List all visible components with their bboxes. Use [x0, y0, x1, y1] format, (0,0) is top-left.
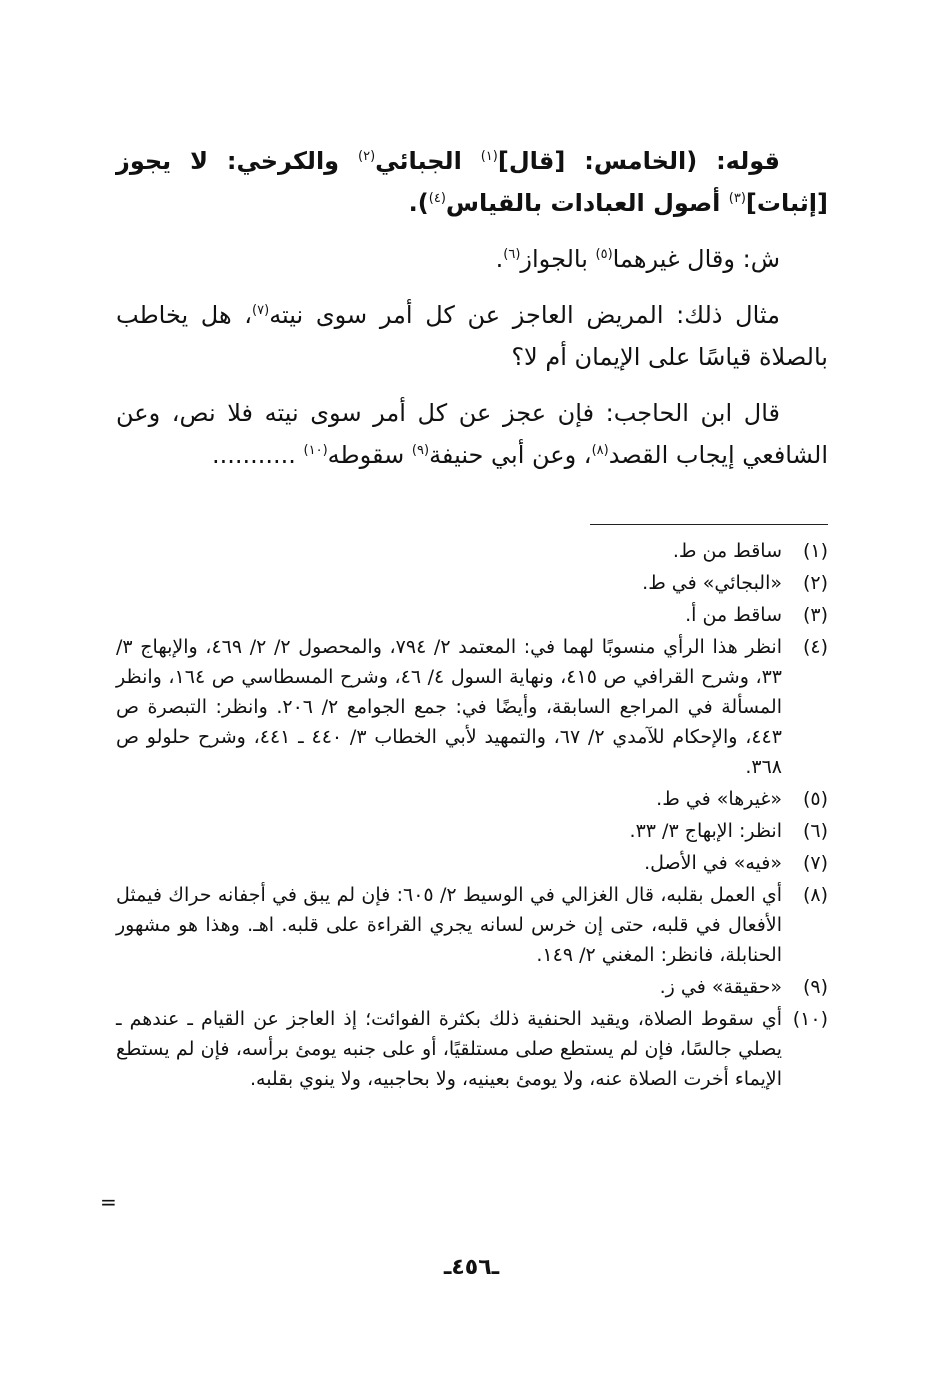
paragraph-ibn-hajib	[116, 392, 828, 476]
footnote-item	[116, 632, 828, 782]
footnote-number: (١)	[802, 540, 828, 562]
footnote-number: (٨)	[802, 884, 828, 906]
footnote-text: انظر هذا الرأي منسوبًا لهما في: المعتمد ٢/ ٧٩٤، والمحصول ٢/ ٢/ ٤٦٩، والإبهاج ٣/ ٣٣، وشرح القرافي ص ٤١٥، ونهاية السول ٤/ ٤٦، وشرح المسطاسي ص ١٦٤، وانظر المسألة في المراجع السابقة، وأيضًا في: جمع الجوامع ٢/ ٢٠٦. وانظر: التبصرة ص ٤٤٣، والإحكام للآمدي ٢/ ٦٧، والتمهيد لأبي الخطاب ٣/ ٤٤٠ ـ ٤٤١، وشرح حلولو ص ٣٦٨.	[116, 636, 783, 778]
footnote-ref-9[interactable]: (٩)	[411, 443, 430, 458]
paragraph-quote	[116, 140, 828, 224]
footnote-text: «البجائي» في ط.	[642, 572, 782, 594]
paragraph-commentary	[116, 238, 828, 280]
footnote-number: (٧)	[802, 852, 828, 874]
footnote-text: «غيرها» في ط.	[656, 788, 782, 810]
footnote-ref-10[interactable]: (١٠)	[303, 443, 328, 458]
footnote-ref-2[interactable]: (٢)	[358, 149, 376, 164]
quote-text-2: الجبائي	[375, 147, 481, 175]
quote-text-3: والكرخي: لا يجوز [إثبات]	[116, 147, 828, 217]
footnote-text: أي سقوط الصلاة، ويقيد الحنفية ذلك بكثرة الفوائت؛ إذ العاجز عن القيام ـ عندهم ـ يصلي جالسًا، فإن لم يستطع صلى مستلقيًا، أو على جنبه يومئ برأسه، فإن لم يستطع الإيماء أخرت الصلاة عنه، ولا يومئ بعينيه، ولا بحاجبيه، ولا ينوي بقلبه.	[116, 1008, 782, 1090]
example-text-1: مثال ذلك: المريض العاجز عن كل أمر سوى نيته	[269, 301, 780, 329]
example-text-2: ، هل يخاطب بالصلاة قياسًا على الإيمان أم لا؟	[116, 301, 828, 371]
footnote-separator	[590, 524, 828, 525]
ibn-hajib-text-2: ، وعن أبي حنيفة	[429, 441, 592, 469]
footnote-ref-8[interactable]: (٨)	[591, 443, 609, 458]
commentary-text-3: .	[495, 245, 504, 273]
footnote-number: (٥)	[802, 788, 828, 810]
footnote-item	[116, 536, 828, 566]
footnote-item	[116, 1004, 828, 1094]
continuation-mark: =	[100, 1190, 117, 1214]
footnote-ref-4[interactable]: (٤)	[428, 191, 446, 206]
footnote-item	[116, 784, 828, 814]
quote-text-5: ).	[408, 189, 429, 217]
footnote-number: (١٠)	[792, 1008, 828, 1030]
footnote-item	[116, 848, 828, 878]
footnote-number: (٩)	[802, 976, 828, 998]
paragraph-example	[116, 294, 828, 378]
commentary-text-1: ش: وقال غيرهما	[612, 245, 780, 273]
footnote-item	[116, 600, 828, 630]
quote-text-4: أصول العبادات بالقياس	[445, 189, 729, 217]
main-text	[116, 140, 828, 490]
footnote-ref-6[interactable]: (٦)	[503, 247, 521, 262]
footnote-number: (٤)	[802, 636, 828, 658]
footnote-number: (٣)	[802, 604, 828, 626]
footnote-item	[116, 568, 828, 598]
footnote-item	[116, 816, 828, 846]
ibn-hajib-text-3: سقوطه	[327, 441, 412, 469]
page-number: ـ٤٥٦ـ	[443, 1255, 500, 1280]
footnote-text: «حقيقة» في ز.	[659, 976, 782, 998]
commentary-text-2: بالجواز	[520, 245, 596, 273]
footnote-number: (٢)	[802, 572, 828, 594]
quote-text-1: قوله: (الخامس: [قال]	[497, 147, 781, 175]
footnote-ref-3[interactable]: (٣)	[728, 191, 746, 206]
footnote-text: انظر: الإبهاج ٣/ ٣٣.	[629, 820, 782, 842]
footnote-text: ساقط من أ.	[685, 604, 782, 626]
footnote-number: (٦)	[802, 820, 828, 842]
footnote-text: ساقط من ط.	[672, 540, 782, 562]
footnote-text: أي العمل بقلبه، قال الغزالي في الوسيط ٢/ ٦٠٥: فإن لم يبق في أجفانه حراك فيمثل الأفعال في قلبه، حتى إن خرس لسانه يجري القراءة على قلبه. اهـ. وهذا هو مشهور الحنابلة، فانظر: المغني ٢/ ١٤٩.	[116, 884, 782, 966]
footnotes	[116, 536, 828, 1096]
footnote-item	[116, 972, 828, 1002]
footnote-text: «فيه» في الأصل.	[644, 852, 782, 874]
footnote-item	[116, 880, 828, 970]
footnote-ref-1[interactable]: (١)	[480, 149, 498, 164]
footnote-ref-7[interactable]: (٧)	[252, 303, 270, 318]
ibn-hajib-text-1: قال ابن الحاجب: فإن عجز عن كل أمر سوى نيته فلا نص، وعن الشافعي إيجاب القصد	[116, 399, 828, 469]
continuation-dots: ...........	[211, 441, 296, 469]
footnote-ref-5[interactable]: (٥)	[595, 247, 613, 262]
